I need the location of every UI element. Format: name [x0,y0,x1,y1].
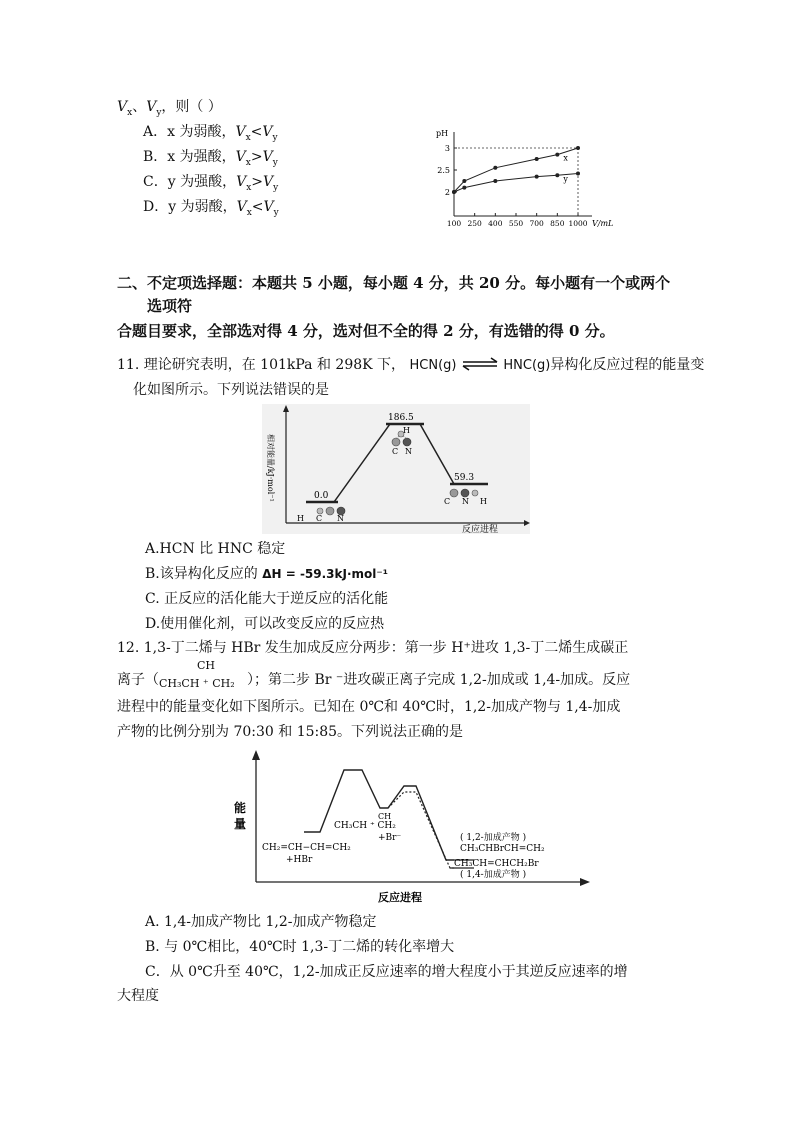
q12-ylabel-2: 量 [234,817,247,831]
x-tick-label: 1000 [568,219,588,228]
data-point-x [535,157,539,161]
q11-option-a[interactable]: A.HCN 比 HNC 稳定 [145,541,286,557]
series-label-x: x [563,153,568,163]
atom-label: H [480,497,487,506]
atom-c-icon [392,438,400,446]
x-tick-label: 250 [467,219,482,228]
q12-option-a[interactable]: A. 1,4-加成产物比 1,2-加成产物稳定 [145,914,377,930]
q12-stem-line2: 离子（ CH CH₃CH ⁺ CH₂ ）；第二步 Br ⁻进攻碳正离子完成 1,2-加成或 1,4-加成。反应 [117,659,631,690]
q10-option-d[interactable]: D．y 为弱酸，$V_x<V_y$ [143,199,279,218]
atom-label: H [403,426,410,435]
carbocation-structure: CH CH₃CH ⁺ CH₂ [159,659,235,690]
reactant-label-2: +HBr [286,855,313,865]
ph-chart [432,124,632,234]
data-point-y [462,186,466,190]
q11-option-c[interactable]: C. 正反应的活化能大于逆反应的活化能 [145,591,389,607]
x-axis-label: V/mL [592,219,614,228]
y-axis-arrow-icon [252,750,260,760]
section2-heading-line3: 合题目要求，全部选对得 4 分，选对但不全的得 2 分，有选错的得 0 分。 [117,322,615,340]
path-14-addition [388,792,456,868]
x-tick-label: 100 [446,219,462,228]
data-point-x [493,166,497,170]
q11-option-d[interactable]: D.使用催化剂，可以改变反应的反应热 [145,616,385,632]
data-point-y [576,172,580,176]
q11-option-b[interactable]: B.该异构化反应的 ΔH = -59.3kJ·mol⁻¹ [145,566,388,582]
atom-n-icon [403,438,411,446]
level-label-1: 186.5 [388,413,414,423]
q12-option-c-line2[interactable]: 大程度 [117,988,159,1004]
q10-option-b[interactable]: B．x 为强酸，$V_x>V_y$ [143,149,278,168]
series-line-y [454,174,578,192]
q12-option-b[interactable]: B. 与 0℃相比，40℃时 1,3-丁二烯的转化率增大 [145,939,455,955]
q12-option-c-line1[interactable]: C．从 0℃升至 40℃，1,2-加成正反应速率的增大程度小于其逆反应速率的增 [145,964,628,980]
product14-formula: CH₃CH=CHCH₂Br [454,859,539,869]
atom-label: N [337,514,344,523]
q10-stem: $V_x$、$V_y$，则（ ） [117,99,222,118]
x-axis-arrow-icon [580,878,590,886]
q11-ylabel: 相对能量/kJ·mol⁻¹ [266,434,275,502]
intermediate-label-1: CH₃CH ⁺ CH₂ [334,821,396,831]
atom-label: C [444,497,451,506]
level-label-2: 59.3 [454,473,475,483]
y-tick-label: 3 [444,144,450,153]
atom-label: H [297,514,304,523]
q11-stem-line1: 11. 理论研究表明，在 101kPa 和 298K 下， HCN(g) HNC(g)异构化反应过程的能量变 [117,357,705,373]
x-tick-label: 850 [550,219,565,228]
atom-label: C [316,514,323,523]
atom-h-icon [472,490,478,496]
q12-stem-line4: 产物的比例分别为 70:30 和 15:85。下列说法正确的是 [117,724,464,740]
y-tick-label: 2.5 [437,166,450,175]
level-label-0: 0.0 [314,491,329,501]
section2-heading-line1: 二、不定项选择题：本题共 5 小题，每小题 4 分，共 20 分。每小题有一个或两个 [117,274,671,292]
equilibrium-arrow-icon [461,357,499,371]
q12-energy-diagram [228,748,590,906]
y-tick-label: 2 [444,188,450,197]
data-point-y [493,179,497,183]
ph-chart-labels [436,129,613,228]
atom-c-icon [326,507,334,515]
atom-n-icon [461,489,469,497]
atom-c-icon [450,489,458,497]
x-tick-label: 550 [508,219,524,228]
data-point-x [555,153,559,157]
data-point-x [576,146,580,150]
product14-tag: ( 1,4-加成产物 ) [460,870,527,880]
product12-tag: ( 1,2-加成产物 ) [460,833,527,843]
data-point-y [535,175,539,179]
y-axis-label: pH [436,129,449,138]
intermediate-label-2: +Br⁻ [378,833,402,843]
section2-heading-line2: 选项符 [147,297,193,315]
q12-xlabel: 反应进程 [378,891,422,904]
series-label-y: y [563,174,568,184]
q12-stem-line3: 进程中的能量变化如下图所示。已知在 0℃和 40℃时，1,2-加成产物与 1,4-加成 [117,699,621,715]
q12-stem-line1: 12. 1,3-丁二烯与 HBr 发生加成反应分两步：第一步 H⁺进攻 1,3-丁二烯生成碳正 [117,640,629,656]
reactant-label-1: CH₂=CH−CH=CH₂ [262,843,351,853]
data-point-y [452,190,456,194]
atom-label: C [392,447,399,456]
x-tick-label: 700 [529,219,544,228]
intermediate-top: CH [378,812,392,821]
q10-option-c[interactable]: C．y 为强酸，$V_x>V_y$ [143,174,279,193]
ph-chart-series [452,146,580,194]
data-point-y [555,173,559,177]
x-tick-label: 400 [488,219,503,228]
q12-ylabel-1: 能 [234,801,247,815]
atom-label: N [462,497,469,506]
q11-xlabel: 反应进程 [462,525,499,534]
q10-option-a[interactable]: A．x 为弱酸，$V_x<V_y$ [143,124,278,143]
atom-label: N [405,447,412,456]
product12-formula: CH₃CHBrCH=CH₂ [460,844,545,854]
data-point-x [462,179,466,183]
q11-stem-line2: 化如图所示。下列说法错误的是 [133,382,329,398]
q11-energy-diagram [262,404,530,534]
